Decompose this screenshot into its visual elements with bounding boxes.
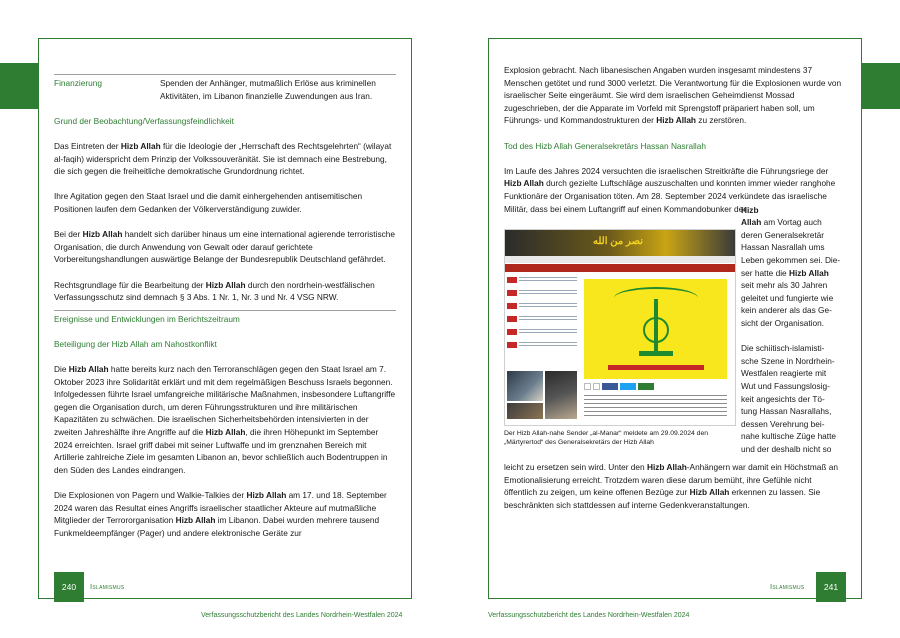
paragraph-solidaritaet: Die Hizb Allah hatte bereits kurz nach den Terroranschlägen gegen den Staat Israel am 7. Oktober 2023 ihre Solidarität erklärt und mit dem regelmäßigen Beschuss Israels begonnen. Infolgedessen führte Israel umfangreiche militärische Maßnahmen, insbesondere Luftangriffe gegen die Organisation durch, um deren Führungsstrukturen und ihre militärischen Kapazitäten zu schwächen. Die israelischen Sicherheitsbehörden intensivierten in der zweiten Jahreshälfte ihre Angriffe auf die Hizb Allah, die ihren Höhepunkt im September 2024 erreichten. Israel griff dabei mit seiner Luftwaffe und im grenznahen Bereich mit Artillerie zahlreiche Ziele im gesamten Libanon an, bevor schließlich auch Bodentruppen in den Süden des Landes eindrangen.: [54, 364, 396, 475]
banner-text: نصر من الله: [593, 236, 643, 247]
paragraph-agitation: Ihre Agitation gegen den Staat Israel und die damit einhergehenden antisemitischen Positionen laufen dem Gedanken der Völkerverständigung zuwider.: [54, 191, 363, 214]
news-item: [507, 288, 577, 298]
page-number-left: 240: [54, 572, 84, 602]
news-item: [507, 275, 577, 285]
section-rule: [54, 310, 396, 311]
al-manar-banner: [505, 230, 735, 256]
news-item: [507, 340, 577, 350]
section-name-left: Islamismus: [90, 582, 125, 591]
left-page-content: [54, 74, 396, 552]
footer-right: Verfassungsschutzbericht des Landes Nordrhein-Westfalen 2024: [488, 612, 690, 619]
section-heading-grund: Grund der Beobachtung/Verfassungsfeindlichkeit: [54, 115, 234, 126]
right-page-content: [504, 64, 846, 215]
right-wrap-column: Hizb Allah am Vortag auch deren Generalsekretär Hassan Nasrallah ums Leben gekommen sei. Die- ser hatte die Hizb Allah seit mehr als 30 Jahren geleitet und fungierte wie kein anderer als das Ge- sicht der Organisation. Die schiitisch-islamisti- sche Szene in Nordrhein- Westfalen reagierte mit Wut und Fassungslosig- keit angesichts der Tö- tung Hassan Nasrallahs, dessen Verehrung bei- nahe kultische Züge hatte und der deshalb nicht so: [741, 204, 846, 456]
right-corner-tab: [862, 63, 900, 109]
news-item: [507, 327, 577, 337]
page-number-right: 241: [816, 572, 846, 602]
image-caption: Der Hizb Allah-nahe Sender „al-Manar“ meldete am 29.09.2024 den „Märtyrertod“ des Generalsekretärs der Hizb Allah: [504, 430, 709, 446]
section-name-right: Islamismus: [770, 582, 805, 591]
news-item: [507, 314, 577, 324]
paragraph-explosionen: Die Explosionen von Pagern und Walkie-Talkies der Hizb Allah am 17. und 18. September 2024 waren das Resultat eines Angriffs israelischer staatlicher Akteure auf mutmaßliche Mitglieder der Terrororganisation Hizb Allah im Libanon. Dabei wurden mehrere tausend Funkmeldeempfänger (Pager) und andere elektronische Geräte zur: [54, 490, 387, 538]
subheading-nahost: Beteiligung der Hizb Allah am Nahostkonflikt: [54, 338, 217, 349]
footer-left: Verfassungsschutzbericht des Landes Nordrhein-Westfalen 2024: [201, 612, 403, 619]
left-corner-tab: [0, 63, 38, 109]
news-item: [507, 301, 577, 311]
thumbnail-photo: [507, 403, 543, 419]
paragraph-szene-rest: leicht zu ersetzen sein wird. Unter den Hizb Allah-Anhängern war damit ein Höchstmaß an Emotionalisierung erreicht. Trotzdem waren diese darum bemüht, ihre Gefühle nicht öffentlich zu zeigen, um keine offenen Bezüge zur Hizb Allah erkennen zu lassen. Sie beschränkten sich stattdessen auf interne Gedenkveranstaltungen.: [504, 462, 839, 510]
paragraph-ideologie: Das Eintreten der Hizb Allah für die Ideologie der „Herrschaft des Rechtsgelehrten“ (wilayat al-faqih) widerspricht dem Prinzip der Volkssouveränität. Sie ist demnach eine Bestrebung, die sich gegen die freiheitliche demokratische Grundordnung richtet.: [54, 140, 392, 177]
zoom-icon: [584, 383, 591, 390]
facebook-icon: [602, 383, 618, 390]
heading-nasrallah: Tod des Hizb Allah Generalsekretärs Hassan Nasrallah: [504, 140, 706, 151]
section-heading-ereignisse: Ereignisse und Entwicklungen im Berichtszeitraum: [54, 313, 240, 324]
financing-row: [54, 75, 396, 102]
portrait-photo: [507, 371, 543, 401]
article-text-lines: [584, 395, 727, 417]
al-manar-screenshot: [504, 229, 736, 426]
paragraph-rechtsgrundlage: Rechtsgrundlage für die Bearbeitung der Hizb Allah durch den nordrhein-westfälischen Verfassungsschutz sind demnach § 3 Abs. 1 Nr. 1, Nr. 3 und Nr. 4 VSG NRW.: [54, 279, 375, 303]
financing-label: Finanzierung: [54, 78, 102, 88]
share-icon: [638, 383, 654, 390]
paragraph-szene: Die schiitisch-islamisti- sche Szene in Nordrhein- Westfalen reagierte mit Wut und Fassungslosig- keit angesichts der Tö- tung Hassan Nasrallahs, dessen Verehrung bei- nahe kultische Züge hatte und der deshalb nicht so: [741, 343, 837, 454]
flag-emblem-icon: [639, 299, 673, 359]
twitter-icon: [620, 383, 636, 390]
paragraph-fuehrungsriege: Im Laufe des Jahres 2024 versuchten die israelischen Streitkräfte die Führungsriege der Hizb Allah durch gezielte Luftschläge auszuschalten und konnten immer wieder ranghohe Funktionäre der Organisation töten. Am 28. September 2024 verkündete das israelische Militär, dass bei einem Luftangriff auf einen Kommandobunker der: [504, 165, 836, 214]
financing-text: Spenden der Anhänger, mutmaßlich Erlöse aus kriminellen Aktivitäten, im Libanon finanzielle Zuwendungen aus Iran.: [160, 78, 376, 101]
news-sidebar: [505, 273, 579, 419]
paragraph-terror: Bei der Hizb Allah handelt sich darüber hinaus um eine international agierende terroristische Organisation, die durch Anwendung von Gewalt oder darauf gerichtete Vorbereitungshandlungen auswärtige Belange der Bundesrepublik Deutschland gefährdet.: [54, 229, 395, 265]
crowd-photo: [545, 371, 577, 419]
zoom-icon: [593, 383, 600, 390]
hizb-allah-flag-image: [584, 279, 727, 379]
share-icons: [584, 383, 654, 390]
paragraph-mossad: Explosion gebracht. Nach libanesischen Angaben wurden insgesamt mindestens 37 Menschen getötet und rund 3000 verletzt. Die Verantwortung für die Explosionen wurde von israelischer Seite eingeräumt. Sie wird dem israelischen Geheimdienst Mossad zugeschrieben, der die Apparate im Vorfeld mit Sprengstoff präpariert haben soll, um Führungs- und Kommandostrukturen der Hizb Allah zu zerstören.: [504, 65, 842, 126]
